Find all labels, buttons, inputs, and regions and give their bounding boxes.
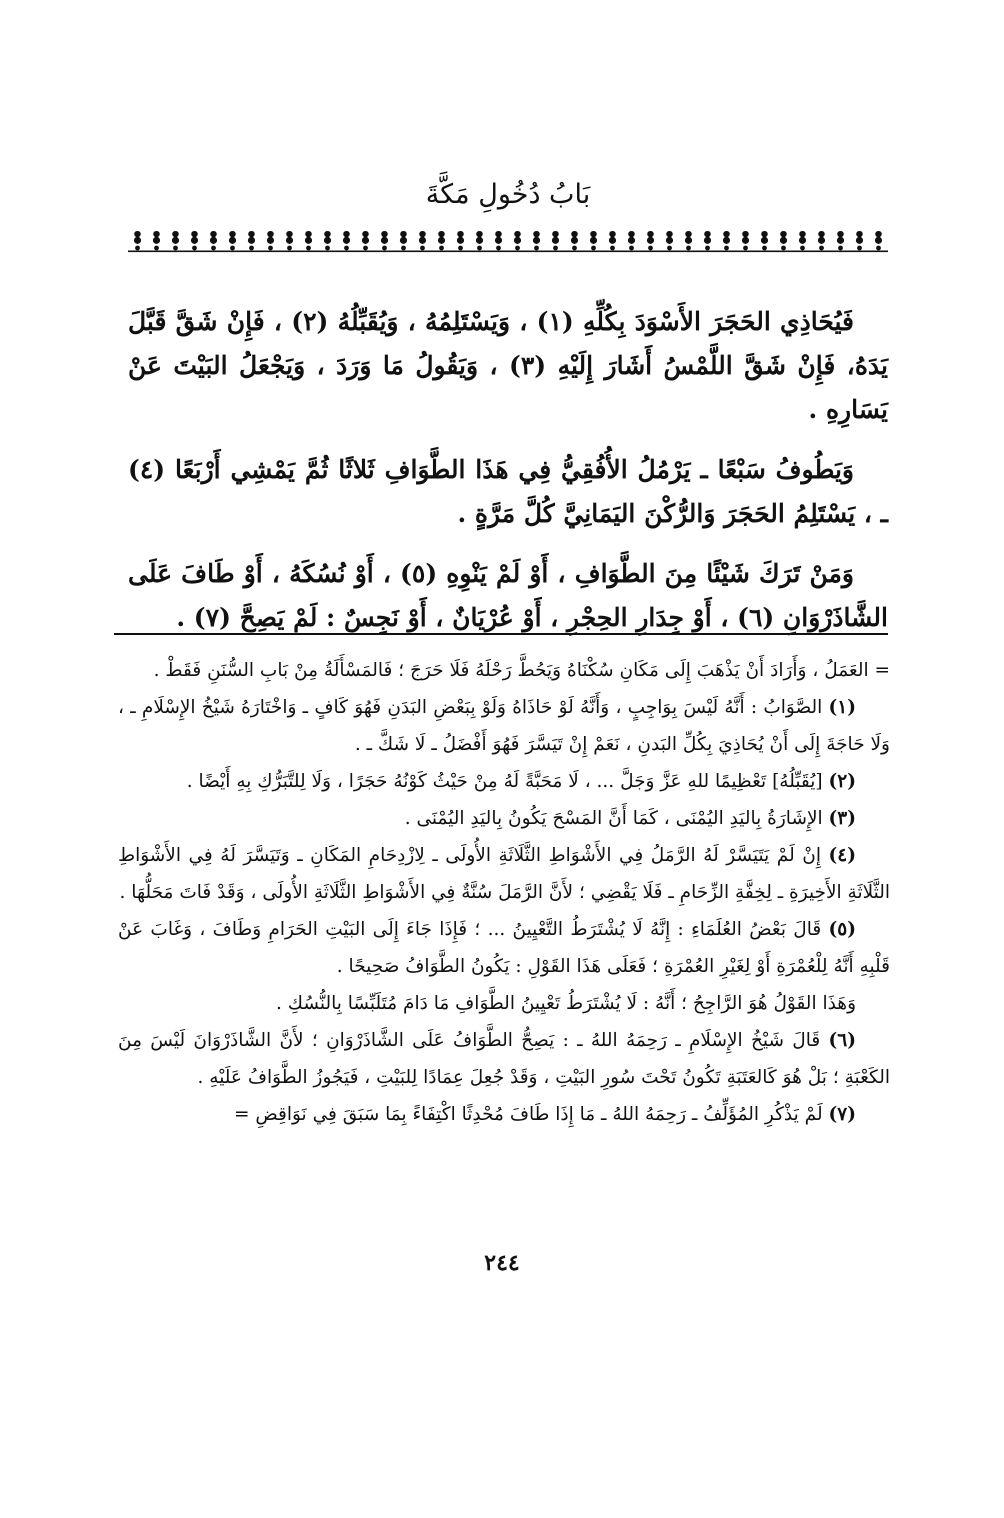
footnote-text: = العَمَلُ ، وَأَرَادَ أَنْ يَذْهَبَ إِلَى مَكَانِ سُكْنَاهُ وَيَحُطَّ رَحْلَهُ فَلَا حَرَجَ ؛ فَالمَسْأَلَةُ مِنْ بَابِ السُّنَنِ فَقَطْ . xyxy=(153,660,890,681)
footnote xyxy=(118,1096,890,1133)
footnote xyxy=(118,837,890,911)
footnote-text: قَالَ شَيْخُ الإِسْلَامِ ـ رَحِمَهُ اللهُ ـ : يَصِحُّ الطَّوَافُ عَلَى الشَّاذَرْوَانِ ؛ لأَنَّ الشَّاذَرْوَانَ لَيْسَ مِنَ الكَعْبَةِ ؛ بَلْ هُوَ كَالعَتَبَةِ تَكُونُ تَحْتَ سُورِ البَيْتِ ، وَقَدْ جُعِلَ عِمَادًا لِلبَيْتِ ، فَيَجُوزُ الطَّوَافُ عَلَيْهِ . xyxy=(118,1030,890,1088)
footnote-text: لَمْ يَذْكُرِ المُؤَلِّفُ ـ رَحِمَهُ اللهُ ـ مَا إِذَا طَافَ مُحْدِثًا اكْتِفَاءً بِمَا سَبَقَ فِي نَوَاقِضِ = xyxy=(233,1104,823,1125)
footnote-text: وَهَذَا القَوْلُ هُوَ الرَّاجِحُ ؛ أَنَّهُ : لَا يُشْتَرَطُ تَعْيِينُ الطَّوَافِ مَا دَامَ مُتَلَبِّسًا بِالنُّسُكِ . xyxy=(276,993,856,1014)
footnote-text: الإِشَارَةُ بِاليَدِ اليُمْنَى ، كَمَا أَنَّ المَسْحَ يَكُونُ بِاليَدِ اليُمْنَى . xyxy=(404,808,823,829)
footnote-number: (٥) xyxy=(828,919,856,940)
footnote xyxy=(118,763,890,800)
chapter-title: بَابُ دُخُولِ مَكَّةَ xyxy=(425,179,591,210)
footnote xyxy=(118,800,890,837)
footnote xyxy=(118,652,890,689)
footnote xyxy=(118,689,890,763)
running-header xyxy=(128,178,888,212)
footnote-number: (٤) xyxy=(828,845,856,866)
main-paragraph: فَيُحَاذِي الحَجَرَ الأَسْوَدَ بِكُلِّهِ (١) ، وَيَسْتَلِمُهُ ، وَيُقَبِّلُهُ (٢) ، فَإِنْ شَقَّ قَبَّلَ يَدَهُ، فَإِنْ شَقَّ اللَّمْسُ أَشَارَ إِلَيْهِ (٣) ، وَيَقُولُ مَا وَرَدَ ، وَيَجْعَلُ البَيْتَ عَنْ يَسَارِهِ . xyxy=(128,307,889,424)
footnote xyxy=(118,1022,890,1096)
footnote-text: الصَّوَابُ : أَنَّهُ لَيْسَ بِوَاجِبٍ ، وَأَنَّهُ لَوْ حَاذَاهُ وَلَوْ بِبَعْضِ البَدَنِ فَهُوَ كَافٍ ـ وَاخْتَارَهُ شَيْخُ الإِسْلَامِ ـ ، وَلَا حَاجَةَ إِلَى أَنْ يُحَاذِيَ بِكُلِّ البَدنِ ، نَعَمْ إِنْ تَيَسَّرَ فَهُوَ أَفْضَلُ ـ لَا شَكَّ ـ . xyxy=(118,697,890,755)
main-paragraph: وَيَطُوفُ سَبْعًا ـ يَرْمُلُ الأُفُقِيُّ فِي هَذَا الطَّوَافِ ثَلاثًا ثُمَّ يَمْشِي أَرْبَعًا (٤) ـ ، يَسْتَلِمُ الحَجَرَ وَالرُّكْنَ اليَمَانِيَّ كُلَّ مَرَّةٍ . xyxy=(128,455,888,528)
ornamental-border xyxy=(128,228,888,254)
footnote xyxy=(118,911,890,985)
main-paragraph: وَمَنْ تَرَكَ شَيْئًا مِنَ الطَّوَافِ ، أَوْ لَمْ يَنْوِهِ (٥) ، أَوْ نُسُكَهُ ، أَوْ طَافَ عَلَى الشَّاذَرْوَانِ (٦) ، أَوْ جِدَارِ الحِجْرِ ، أَوْ عُرْيَانٌ ، أَوْ نَجِسٌ : لَمْ يَصِحَّ (٧) . xyxy=(128,559,888,632)
footnote-number: (٦) xyxy=(828,1030,856,1051)
footnote-separator xyxy=(114,633,888,635)
footnote-number: (٧) xyxy=(828,1104,856,1125)
footnote-number: (١) xyxy=(828,697,856,718)
footnote-text: [يُقَبِّلُهُ] تَعْظِيمًا للهِ عَزَّ وَجَلَّ ... ، لَا مَحَبَّةً لَهُ مِنْ حَيْثُ كَوْنُهُ حَجَرًا ، وَلَا لِلتَّبَرُّكِ بِهِ أَيْضًا . xyxy=(186,771,823,792)
footnote-number: (٣) xyxy=(828,808,856,829)
main-text xyxy=(128,300,888,656)
footnote xyxy=(118,985,890,1022)
page-number: ٢٤٤ xyxy=(484,1250,520,1276)
footnote-text: إِنْ لَمْ يَتَيَسَّرْ لَهُ الرَّمَلُ فِي الأَشْوَاطِ الثَّلَاثَةِ الأُولَى ـ لِازْدِحَامِ المَكَانِ ـ وَتَيَسَّرَ لَهُ فِي الأَشْوَاطِ الثَّلَاثَةِ الأَخِيرَةِ ـ لِخِفَّةِ الزِّحَامِ ـ فَلَا يَقْضِي ؛ لأَنَّ الرَّمَلَ سُنَّةٌ فِي الأَشْوَاطِ الثَّلَاثَةِ الأُولَى ، وَقَدْ فَاتَ مَحَلُّهَا . xyxy=(118,845,890,903)
footnotes xyxy=(118,652,890,1133)
footnote-text: قَالَ بَعْضُ العُلَمَاءِ : إِنَّهُ لَا يُشْتَرَطُ التَّعْيِينُ ... ؛ فَإِذَا جَاءَ إِلَى البَيْتِ الحَرَامِ وَطَافَ ، وَغَابَ عَنْ قَلْبِهِ أَنَّهُ لِلْعُمْرَةِ أَوْ لِغَيْرِ العُمْرَةِ ؛ فَعَلَى هَذَا القَوْلِ : يَكُونُ الطَّوَافُ صَحِيحًا . xyxy=(118,919,890,977)
footnote-number: (٢) xyxy=(828,771,856,792)
